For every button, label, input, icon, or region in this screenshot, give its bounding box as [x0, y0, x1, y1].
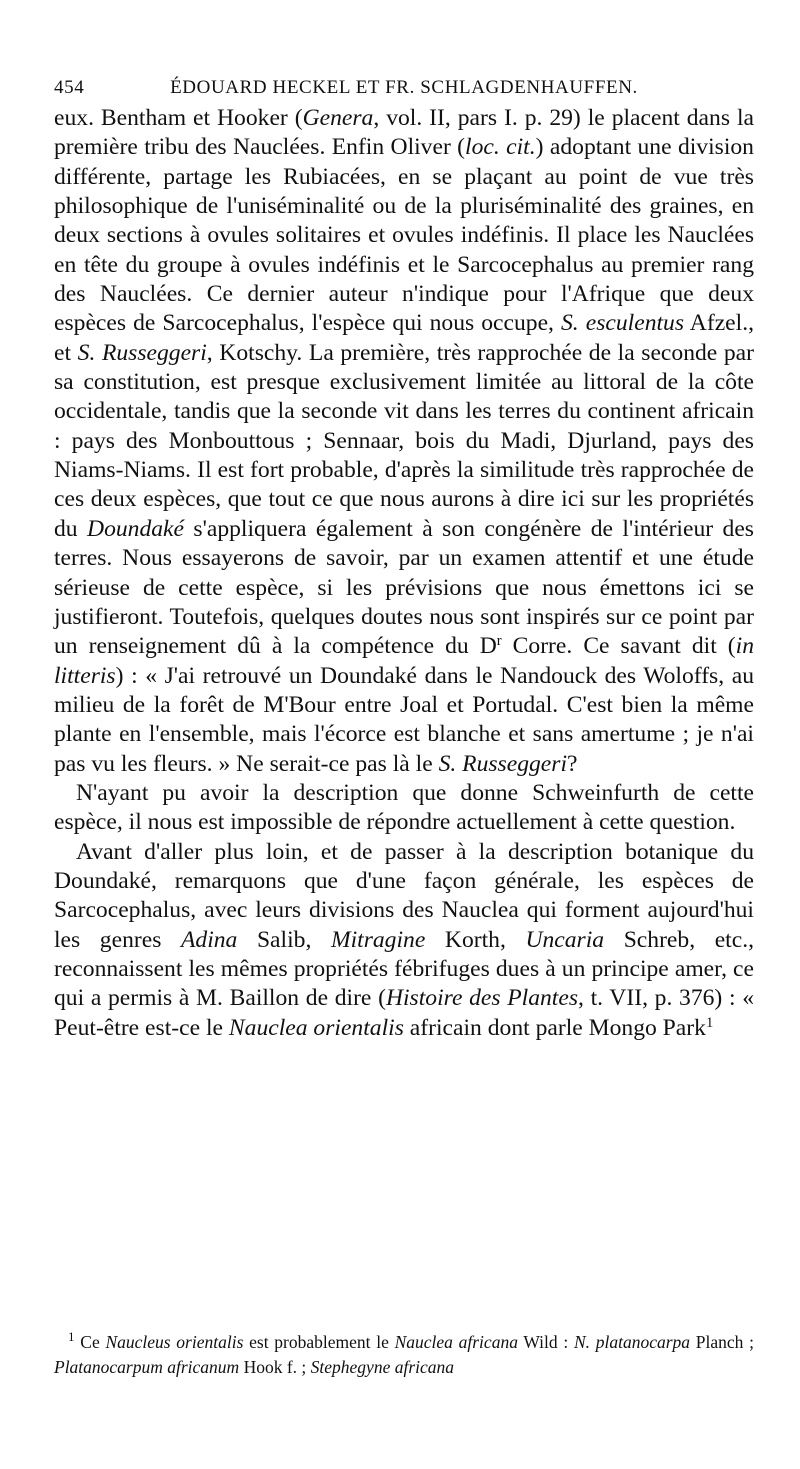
- paragraph: N'ayant pu avoir la description que donne Schweinfurth de cette espèce, il nous est impossible de répondre actuellement à cette question.: [54, 779, 754, 836]
- text-run: Ce: [74, 1332, 106, 1352]
- text-run: Planch ;: [690, 1332, 754, 1352]
- text-run: Salib,: [237, 926, 331, 953]
- species-name: Nauclea africana: [394, 1332, 518, 1352]
- italic-term: Doundaké: [87, 515, 184, 542]
- species-name: Stephegyne africana: [310, 1357, 455, 1377]
- text-run: Corre. Ce savant dit (: [501, 633, 736, 660]
- italic-citation: loc. cit.: [465, 134, 536, 161]
- running-head: [54, 76, 754, 100]
- footnote-reference: 1: [705, 1014, 714, 1031]
- species-name: S. Russeggeri: [77, 339, 207, 366]
- text-run: , t. VII, p. 376) : « Peut-être est-ce le: [54, 985, 755, 1041]
- text-run: est probablement le: [243, 1332, 395, 1352]
- genus-name: Adina: [180, 926, 238, 953]
- genus-name: Mitragine: [330, 926, 426, 953]
- italic-citation: in litteris: [54, 633, 755, 689]
- footnote: [54, 1330, 754, 1380]
- italic-citation: Histoire des Plantes: [385, 985, 579, 1012]
- text-run: Wild :: [517, 1332, 574, 1352]
- text-run: ) : « J'ai retrouvé un Doundaké dans le Nandouck des Woloffs, au milieu de la forêt de M'Bour entre Joal et Portudal. C'est bien la même plante en l'ensemble, mais l'écorce est blanche et sans amertume ; je n'ai pas vu les fleurs. » Ne serait-ce pas là le: [54, 662, 754, 777]
- text-run: Avant d'aller plus loin, et de passer à la description botanique du Doundaké, remarquons que d'une façon générale, les espèces de Sarcocephalus, avec leurs divisions des Nauclea qui forment aujourd'hui les genres: [54, 838, 754, 953]
- paragraph: [54, 838, 754, 1043]
- text-run: Schreb, etc., reconnaissent les mêmes propriétés fébrifuges dues à un principe amer, ce qui a permis à M. Baillon de dire (: [54, 926, 754, 1012]
- text-run: Hook f. ;: [239, 1357, 311, 1377]
- species-name: Naucleus orientalis: [105, 1332, 244, 1352]
- text-run: africain dont parle Mongo Park: [403, 1014, 706, 1041]
- species-name: N. platanocarpa: [573, 1332, 691, 1352]
- footnotes: [54, 1330, 754, 1380]
- page-number: 454: [54, 77, 85, 98]
- text-run: , Kotschy. La première, très rapprochée de la seconde par sa constitution, est presque exclusivement limitée au littoral de la côte occidentale, tandis que la seconde vit dans les terres du continent africain : pays des Monbouttous ; Sennaar, bois du Madi, Djurland, pays des Niams-Niams. Il est fort probable, d'après la similitude très rapprochée de ces deux espèces, que tout ce que nous aurons à dire ici sur les propriétés du: [54, 339, 754, 542]
- species-name: Platanocarpum africanum: [54, 1357, 240, 1377]
- text-run: ) adoptant une division différente, partage les Rubiacées, en se plaçant au point de vue très philosophique de l'uniséminalité ou de la pluriséminalité des graines, en deux sections à ovules solitaires et ovules indéfinis. Il place les Nauclées en tête du groupe à ovules indéfinis et le Sarcocephalus au premier rang des Nauclées. Ce dernier auteur n'indique pour l'Afrique que deux espèces de Sarcocephalus, l'espèce qui nous occupe,: [54, 134, 754, 337]
- text-run: s'appliquera également à son congénère de l'intérieur des terres. Nous essayerons de savoir, par un examen attentif et une étude sérieuse de cette espèce, si les prévisions que nous émettons ici se justifieront. Toutefois, quelques doutes nous sont inspirés sur ce point par un renseignement dû à la compétence du D: [54, 515, 754, 660]
- superscript: r: [496, 633, 502, 650]
- paragraph: [54, 104, 754, 779]
- text-run: Afzel., et: [54, 310, 754, 366]
- genus-name: Uncaria: [525, 926, 605, 953]
- text-run: eux. Bentham et Hooker (: [54, 105, 303, 131]
- footnote-marker: 1: [68, 1328, 75, 1344]
- species-name: S. Russeggeri: [438, 750, 568, 777]
- running-title: ÉDOUARD HECKEL ET FR. SCHLAGDENHAUFFEN.: [170, 77, 638, 98]
- body-text: [54, 104, 754, 1043]
- species-name: Nauclea orientalis: [228, 1014, 404, 1041]
- species-name: S. esculentus: [561, 310, 685, 337]
- text-run: Korth,: [425, 926, 526, 953]
- text-run: , vol. II, pars I. p. 29) le placent dans la première tribu des Nauclées. Enfin Oliver (: [54, 105, 754, 161]
- italic-citation: Genera: [302, 105, 374, 131]
- text-run: ?: [567, 750, 578, 777]
